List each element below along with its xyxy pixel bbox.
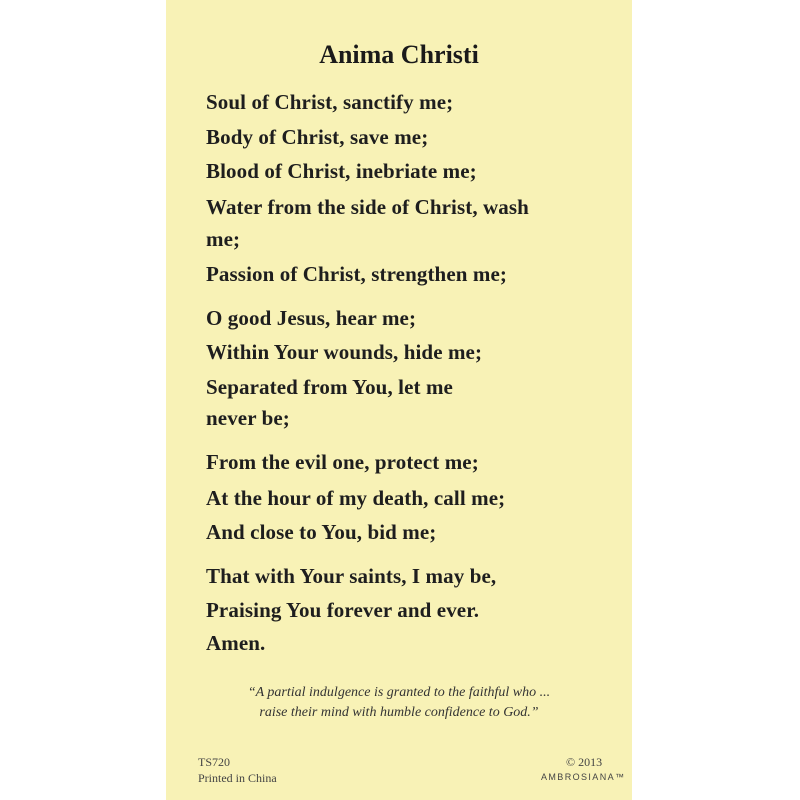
indulgence-note-line: raise their mind with humble confidence to God.” [259,705,539,720]
prayer-line: O good Jesus, hear me; [206,306,417,330]
prayer-line: And close to You, bid me; [206,520,437,544]
product-code: TS720 [198,755,231,769]
prayer-line: Amen. [206,631,266,655]
copyright: © 2013 [566,755,603,769]
prayer-line: Water from the side of Christ, wash [206,195,529,219]
prayer-line: That with Your saints, I may be, [206,564,497,588]
prayer-line: Separated from You, let me [206,375,453,399]
prayer-line: Passion of Christ, strengthen me; [206,262,507,286]
prayer-line: Blood of Christ, inebriate me; [206,159,477,183]
prayer-line: Praising You forever and ever. [206,598,480,622]
indulgence-note [166,683,632,723]
prayer-line: Soul of Christ, sanctify me; [206,90,454,114]
prayer-line: Body of Christ, save me; [206,125,429,149]
prayer-line: From the evil one, protect me; [206,450,479,474]
indulgence-note-line: “A partial indulgence is granted to the faithful who ... [247,685,551,700]
prayer-card [166,0,632,800]
prayer-line: Within Your wounds, hide me; [206,340,483,364]
prayer-line: never be; [206,406,290,430]
prayer-title: Anima Christi [319,40,479,69]
printed-in: Printed in China [198,771,277,785]
prayer-line: me; [206,227,241,251]
prayer-line: At the hour of my death, call me; [206,486,506,510]
publisher-brand: AMBROSIANA™ [541,772,626,782]
